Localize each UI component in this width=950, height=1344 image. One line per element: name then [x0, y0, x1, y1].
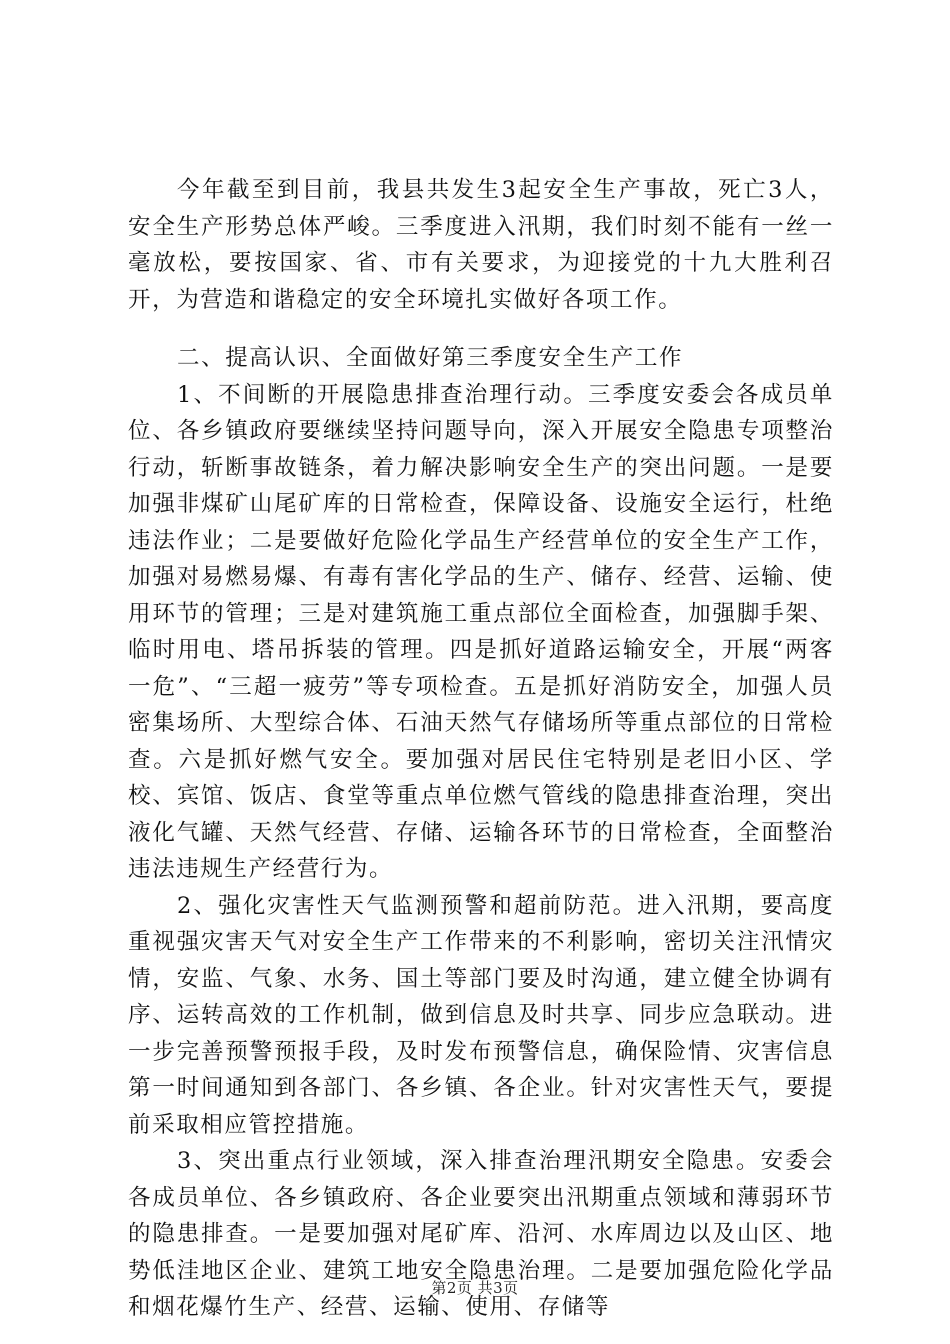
- paragraph-item-3: 3、突出重点行业领域，深入排查治理汛期安全隐患。安委会各成员单位、各乡镇政府、各企业要突出汛期重点领域和薄弱环节的隐患排查。一是要加强对尾矿库、沿河、水库周边以及山区、地势低洼地区企业、建筑工地安全隐患治理。二是要加强危险化学品和烟花爆竹生产、经营、运输、使用、存储等: [128, 1148, 834, 1320]
- paragraph-item-2: 2、强化灾害性天气监测预警和超前防范。进入汛期，要高度重视强灾害天气对安全生产工作带来的不利影响，密切关注汛情灾情，安监、气象、水务、国土等部门要及时沟通，建立健全协调有序、运转高效的工作机制，做到信息及时共享、同步应急联动。进一步完善预警预报手段，及时发布预警信息，确保险情、灾害信息第一时间通知到各部门、各乡镇、各企业。针对灾害性天气，要提前采取相应管控措施。: [128, 892, 834, 1138]
- page-footer: 第2页 共3页: [431, 1279, 519, 1297]
- paragraph-item-1: 1、不间断的开展隐患排查治理行动。三季度安委会各成员单位、各乡镇政府要继续坚持问题导向，深入开展安全隐患专项整治行动，斩断事故链条，着力解决影响安全生产的突出问题。一是要加强非煤矿山尾矿库的日常检查，保障设备、设施安全运行，杜绝违法作业；二是要做好危险化学品生产经营单位的安全生产工作，加强对易燃易爆、有毒有害化学品的生产、储存、经营、运输、使用环节的管理；三是对建筑施工重点部位全面检查，加强脚手架、临时用电、塔吊拆装的管理。四是抓好道路运输安全，开展“两客一危”、“三超一疲劳”等专项检查。五是抓好消防安全，加强人员密集场所、大型综合体、石油天然气存储场所等重点部位的日常检查。六是抓好燃气安全。要加强对居民住宅特别是老旧小区、学校、宾馆、饭店、食堂等重点单位燃气管线的隐患排查治理，突出液化气罐、天然气经营、存储、运输各环节的日常检查，全面整治违法违规生产经营行为。: [128, 381, 834, 882]
- section-heading: 二、提高认识、全面做好第三季度安全生产工作: [177, 345, 684, 371]
- paragraph-situation: 今年截至到目前，我县共发生3起安全生产事故，死亡3人，安全生产形势总体严峻。三季度进入汛期，我们时刻不能有一丝一毫放松，要按国家、省、市有关要求，为迎接党的十九大胜利召开，为营造和谐稳定的安全环境扎实做好各项工作。: [128, 177, 834, 313]
- body-text: [128, 172, 834, 1326]
